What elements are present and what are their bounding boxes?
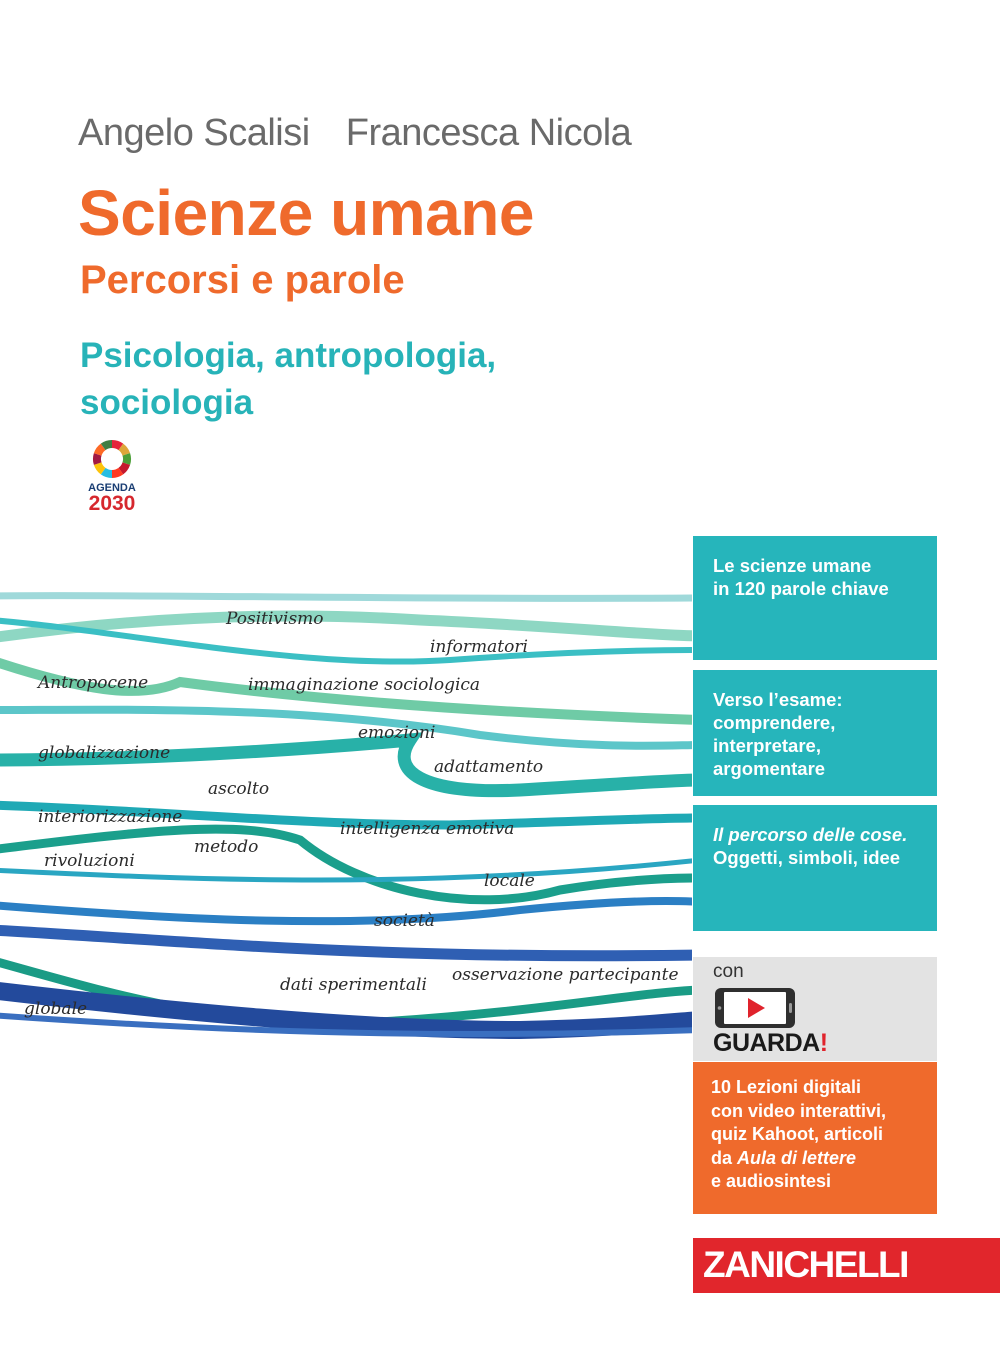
disciplines-line: sociologia <box>80 383 254 422</box>
guarda-prefix: con <box>713 961 744 982</box>
keyword-label: Antropocene <box>38 673 149 693</box>
publisher-logo: ZANICHELLI <box>693 1238 1000 1293</box>
feature-panel-objects <box>693 805 937 931</box>
wave-stroke <box>0 596 692 599</box>
panel-line: Oggetti, simboli, idee <box>713 847 901 868</box>
keyword-label: dati sperimentali <box>280 975 427 995</box>
panel-line: interpretare, <box>713 735 821 756</box>
wave-stroke <box>0 930 692 956</box>
keyword-label: metodo <box>194 837 259 857</box>
lessons-line-italic: Aula di lettere <box>737 1147 857 1168</box>
digital-lessons-panel <box>693 1062 937 1214</box>
sdg-wheel-icon <box>91 438 133 480</box>
lessons-line-prefix: da <box>711 1147 738 1168</box>
guarda-label <box>713 1030 919 1056</box>
keyword-label: osservazione partecipante <box>452 965 679 985</box>
lessons-line: e audiosintesi <box>711 1171 832 1191</box>
agenda-2030-logo <box>82 438 142 522</box>
keyword-label: emozioni <box>358 723 436 743</box>
keyword-label: adattamento <box>434 757 544 777</box>
keyword-label: società <box>374 911 435 931</box>
book-subtitle: Percorsi e parole <box>80 258 405 302</box>
lessons-line: 10 Lezioni digitali <box>711 1077 862 1097</box>
guarda-mark: ! <box>819 1029 828 1057</box>
panel-line: comprendere, <box>713 712 836 733</box>
keyword-label: informatori <box>430 637 528 657</box>
author-name: Angelo Scalisi <box>78 112 310 154</box>
keyword-label: immaginazione sociologica <box>248 675 481 695</box>
keyword-label: interiorizzazione <box>38 807 183 827</box>
author-name: Francesca Nicola <box>345 112 632 154</box>
agenda-word: AGENDA <box>88 482 136 494</box>
wave-stroke <box>0 901 692 921</box>
agenda-year: 2030 <box>88 492 136 515</box>
feature-panel-keywords <box>693 536 937 660</box>
feature-panel-exam <box>693 670 937 796</box>
lessons-line: con video interattivi, <box>711 1100 887 1121</box>
authors <box>78 112 631 155</box>
keyword-label: globale <box>24 999 88 1019</box>
panel-line: Le scienze umane <box>713 555 872 576</box>
keyword-waves-illustration <box>0 560 692 1060</box>
keyword-label: ascolto <box>208 779 270 799</box>
guarda-word: GUARDA <box>713 1029 820 1057</box>
book-title: Scienze umane <box>78 177 534 249</box>
keyword-label: Positivismo <box>226 609 324 629</box>
keyword-label: globalizzazione <box>38 743 171 763</box>
keyword-label: locale <box>484 871 535 891</box>
keyword-label: intelligenza emotiva <box>340 819 515 839</box>
disciplines <box>80 332 640 426</box>
disciplines-line: Psicologia, antropologia, <box>80 336 497 375</box>
guarda-badge <box>693 957 937 1061</box>
panel-line: Verso l’esame: <box>713 689 843 710</box>
lessons-line: quiz Kahoot, articoli <box>711 1124 884 1144</box>
lessons-line <box>711 1147 927 1171</box>
tablet-play-icon <box>713 986 797 1030</box>
keyword-label: rivoluzioni <box>44 851 135 871</box>
panel-line-italic: Il percorso delle cose. <box>713 824 908 845</box>
panel-line: argomentare <box>713 758 826 779</box>
panel-line: in 120 parole chiave <box>713 578 889 599</box>
